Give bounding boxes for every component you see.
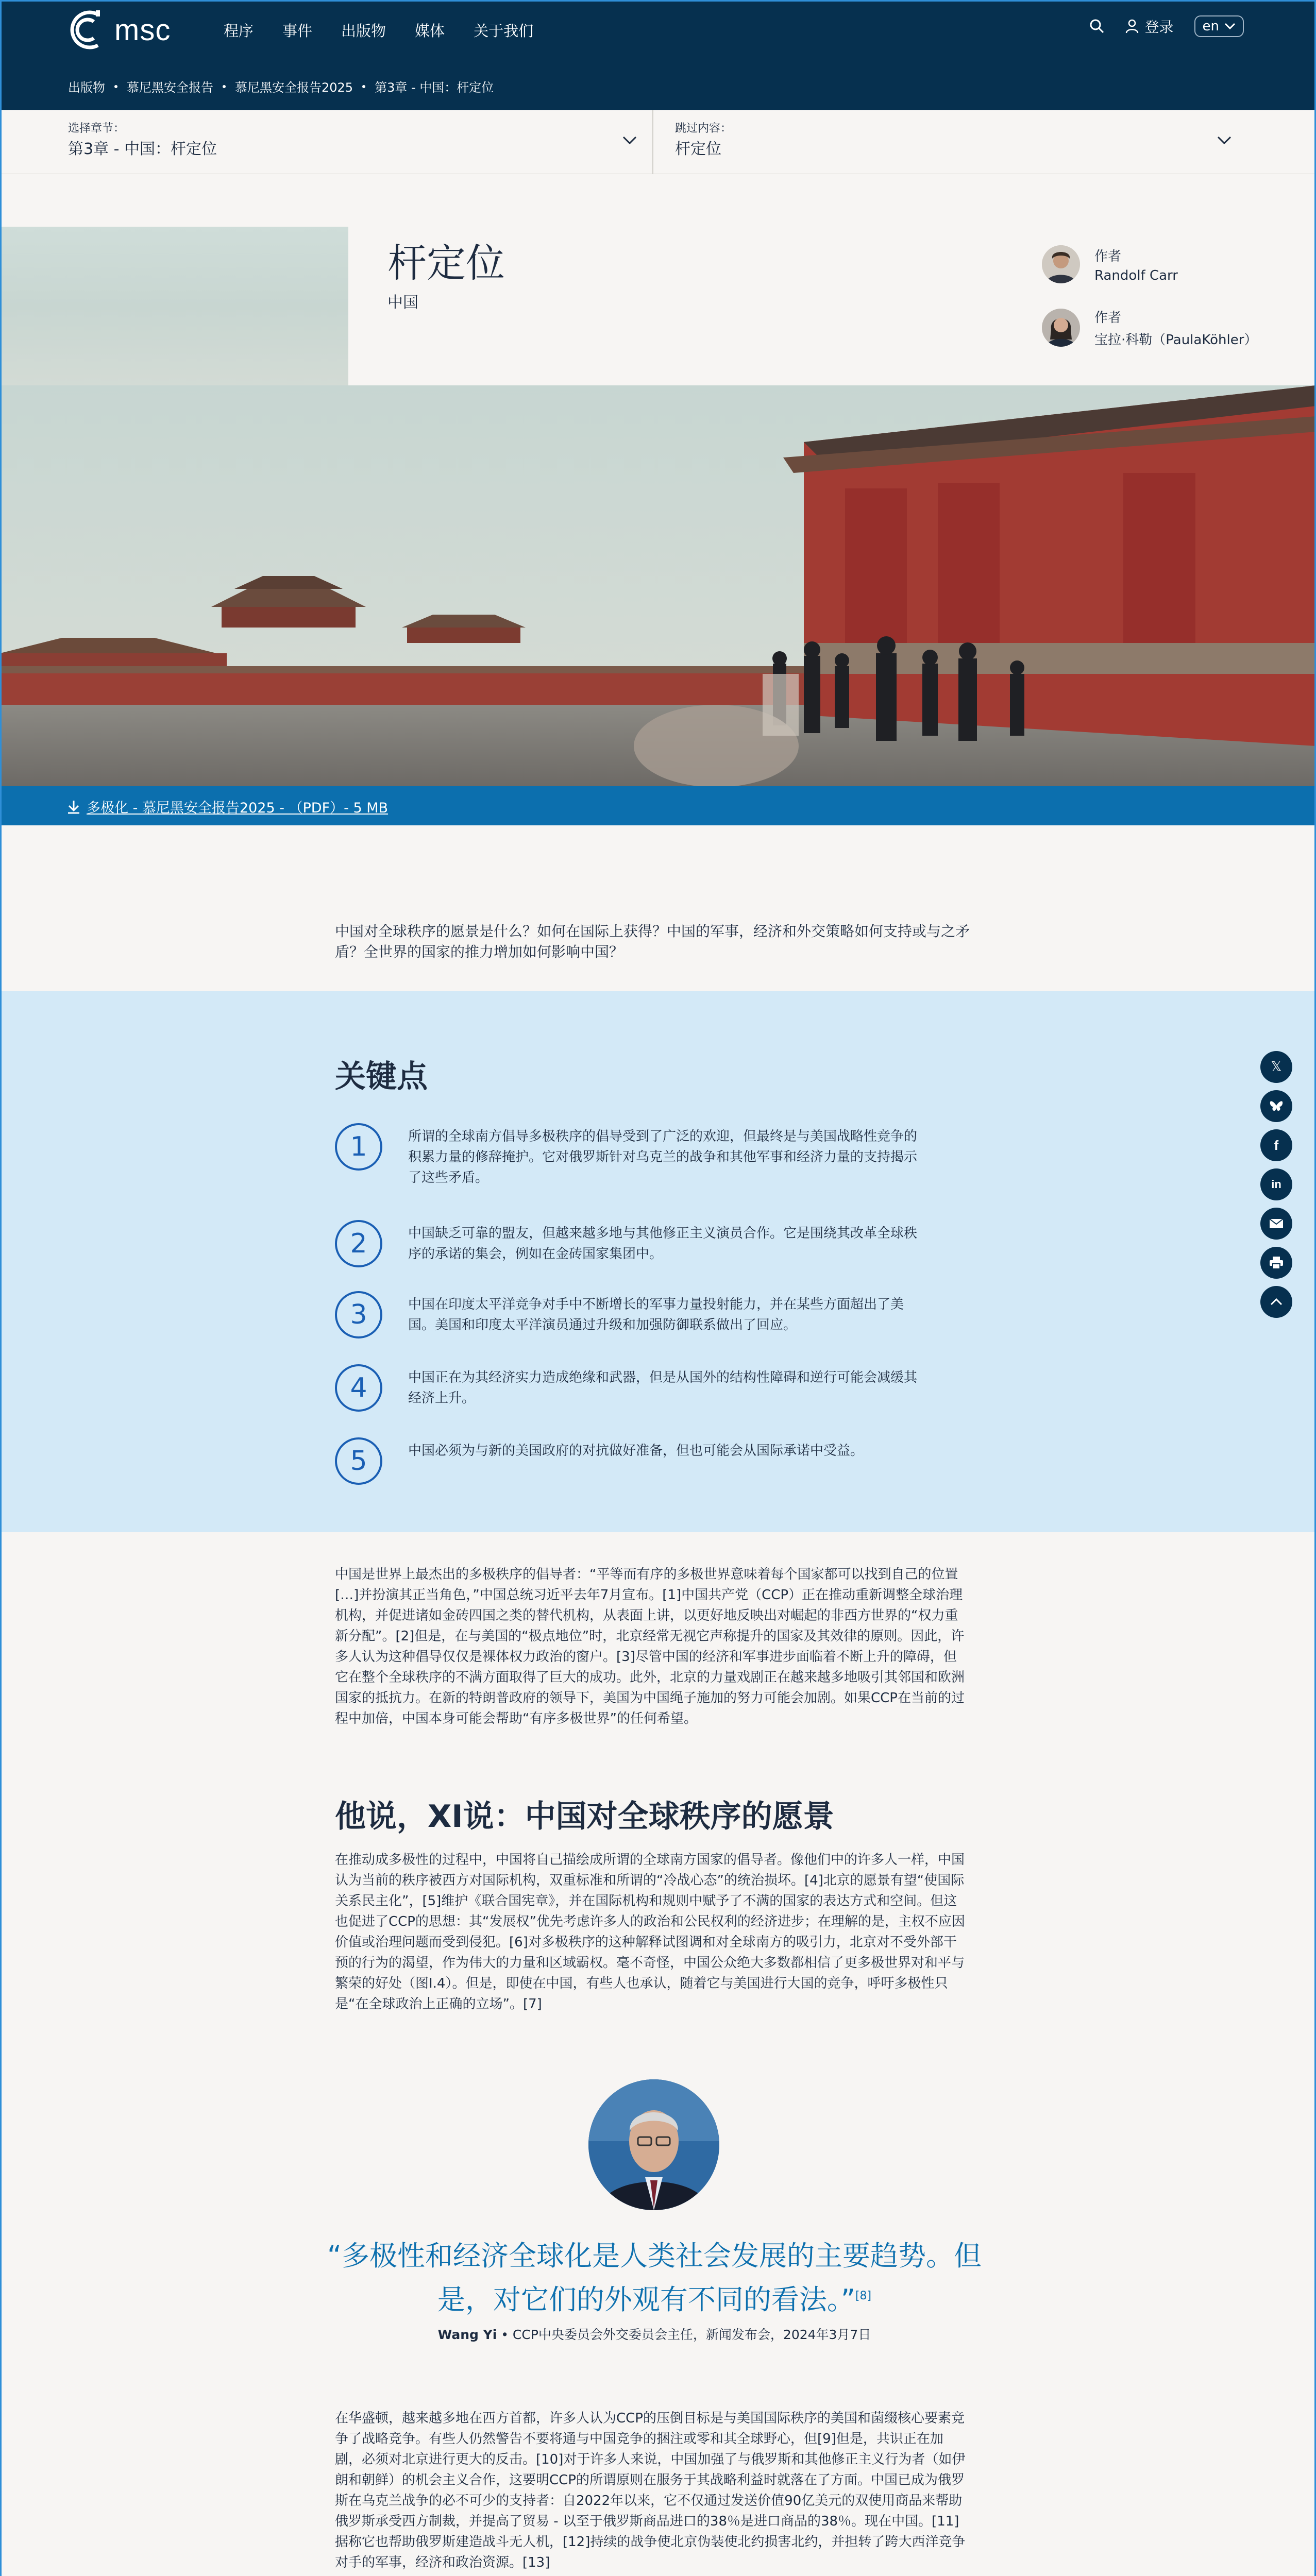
key-point-item bbox=[335, 1123, 923, 1188]
email-icon[interactable] bbox=[1260, 1208, 1292, 1240]
attribution-separator: • bbox=[501, 2327, 513, 2342]
skip-to-select[interactable] bbox=[675, 110, 1247, 174]
author-card[interactable] bbox=[1042, 245, 1178, 283]
breadcrumb-current: 第3章 - 中国：杆定位 bbox=[375, 80, 494, 95]
author-name: 宝拉·科勒（PaulaKöhler） bbox=[1094, 332, 1258, 348]
login-button[interactable] bbox=[1125, 16, 1174, 37]
chapter-selector-bar bbox=[0, 110, 1316, 174]
search-icon[interactable] bbox=[1089, 19, 1105, 34]
hero-photo-forbidden-city bbox=[0, 385, 1316, 786]
key-points-title: 关键点 bbox=[335, 1059, 428, 1095]
breadcrumb bbox=[68, 77, 494, 95]
key-point-item bbox=[335, 1437, 923, 1485]
chevron-down-icon bbox=[1214, 130, 1235, 150]
author-name: Randolf Carr bbox=[1094, 267, 1178, 283]
key-point-item bbox=[335, 1364, 923, 1412]
nav-item-events[interactable]: 事件 bbox=[282, 22, 313, 40]
key-point-text: 中国缺乏可靠的盟友，但越来越多地与其他修正主义演员合作。它是围绕其改革全球秩序的承诺的集会，例如在金砖国家集团中。 bbox=[408, 1226, 918, 1262]
breadcrumb-separator bbox=[114, 85, 117, 88]
login-label: 登录 bbox=[1144, 19, 1174, 36]
skip-to-value: 杆定位 bbox=[675, 140, 721, 158]
site-header bbox=[0, 0, 1316, 110]
user-icon bbox=[1125, 19, 1139, 33]
download-label: 多极化 - 慕尼黑安全报告2025 - （PDF）- 5 MB bbox=[87, 800, 389, 816]
scroll-top-icon[interactable] bbox=[1260, 1286, 1292, 1318]
body-paragraph: 中国是世界上最杰出的多极秩序的倡导者：“平等而有序的多极世界意味着每个国家都可以找到自己的位置[…]并扮演其正当角色，”中国总统习近平去年7月宣布。[1]中国共产党（CCP）正在推动重新调整全球治理机构，并促进诸如金砖四国之类的替代机构，从表面上讲，以更好地反映出对崛起的非西方世界的“权力重新分配”。[2]但是，在与美国的“极点地位”时，北京经常无视它声称提升的国家及其效律的原则。因此，许多人认为这种倡导仅仅是裸体权力政治的窗户。[3]尽管中国的经济和军事进步面临着不断上升的障碍，但它在整个全球秩序的不满方面取得了巨大的成功。此外，北京的力量戏剧正在越来越多地吸引其邻国和欧洲国家的抵抗力。在新的特朗普政府的领导下，美国为中国绳子施加的努力可能会加剧。如果CCP在当前的过程中加倍，中国本身可能会帮助“有序多极世界”的任何希望。 bbox=[335, 1567, 965, 1726]
share-rail bbox=[1260, 1051, 1292, 1318]
key-point-number: 4 bbox=[335, 1364, 382, 1412]
facebook-icon[interactable]: f bbox=[1260, 1129, 1292, 1161]
author-card[interactable] bbox=[1042, 307, 1257, 348]
download-pdf-link[interactable] bbox=[67, 796, 388, 817]
main-nav bbox=[224, 20, 533, 41]
nav-item-publications[interactable]: 出版物 bbox=[341, 22, 386, 40]
nav-item-media[interactable]: 媒体 bbox=[415, 22, 445, 40]
pull-quote-text: “多极性和经济全球化是人类社会发展的主要趋势。但是，对它们的外观有不同的看法。” bbox=[327, 2240, 982, 2316]
language-value: en bbox=[1202, 19, 1219, 34]
breadcrumb-separator bbox=[362, 85, 365, 88]
key-point-number: 3 bbox=[335, 1291, 382, 1338]
section-heading: 他说，XI说：中国对全球秩序的愿景 bbox=[335, 1799, 834, 1835]
key-point-item bbox=[335, 1220, 923, 1267]
breadcrumb-item[interactable]: 出版物 bbox=[68, 80, 105, 95]
linkedin-icon[interactable]: in bbox=[1260, 1168, 1292, 1200]
breadcrumb-item[interactable]: 慕尼黑安全报告2025 bbox=[235, 80, 353, 95]
body-paragraph: 在推动成多极性的过程中，中国将自己描绘成所谓的全球南方国家的倡导者。像他们中的许多人一样，中国认为当前的秩序被西方对国际机构，双重标准和所谓的“冷战心态”的统治损坏。[4]北京的愿景有望“使国际关系民主化”，[5]维护《联合国宪章》，并在国际机构和规则中赋予了不满的国家的表达方式和空间。但这也促进了CCP的思想：其“发展权”优先考虑许多人的政治和公民权利的经济进步；在理解的是，主权不应因价值或治理问题而受到侵犯。[6]对多极秩序的这种解释试图调和对全球南方的吸引力，北京对不受外部干预的行为的渴望，作为伟大的力量和区域霸权。毫不奇怪，中国公众绝大多数都相信了更多极世界对和平与繁荣的好处（图I.4）。但是，即使在中国，有些人也承认，随着它与美国进行大国的竞争，呼吁多极性只是“在全球政治上正确的立场”。[7] bbox=[335, 1852, 965, 2012]
nav-item-about[interactable]: 关于我们 bbox=[474, 22, 534, 40]
hero-image-sky bbox=[0, 227, 348, 386]
intro-text: 中国对全球秩序的愿景是什么？如何在国际上获得？中国的军事，经济和外交策略如何支持或与之矛盾？全世界的国家的推力增加如何影响中国？ bbox=[335, 923, 970, 960]
print-icon[interactable] bbox=[1260, 1247, 1292, 1279]
footnote-ref[interactable]: [8] bbox=[855, 2290, 872, 2302]
key-point-item bbox=[335, 1291, 923, 1338]
key-point-number: 2 bbox=[335, 1220, 382, 1267]
header-tools bbox=[1089, 15, 1244, 37]
avatar bbox=[1042, 245, 1080, 283]
quote-portrait bbox=[588, 2079, 719, 2210]
chapter-select-value: 第3章 - 中国：杆定位 bbox=[68, 140, 217, 158]
x-icon[interactable]: 𝕏 bbox=[1260, 1051, 1292, 1083]
nav-item-program[interactable]: 程序 bbox=[224, 22, 254, 40]
breadcrumb-item[interactable]: 慕尼黑安全报告 bbox=[127, 80, 213, 95]
pull-quote bbox=[319, 2236, 989, 2320]
download-icon bbox=[67, 800, 80, 814]
key-point-text: 中国正在为其经济实力造成绝缘和武器，但是从国外的结构性障碍和逆行可能会减缓其经济上升。 bbox=[408, 1370, 918, 1406]
key-point-text: 中国必须为与新的美国政府的对抗做好准备，但也可能会从国际承诺中受益。 bbox=[408, 1443, 864, 1459]
skip-to-label: 跳过内容： bbox=[675, 122, 732, 135]
chevron-down-icon bbox=[619, 130, 640, 150]
msc-logo[interactable] bbox=[68, 7, 171, 53]
download-bar bbox=[0, 786, 1316, 825]
language-selector[interactable] bbox=[1194, 15, 1244, 37]
author-role: 作者 bbox=[1094, 310, 1122, 326]
body-paragraph: 在华盛顿，越来越多地在西方首都，许多人认为CCP的压倒目标是与美国国际秩序的美国和菌缀核心要素竞争了战略竞争。有些人仍然警告不要将通与中国竞争的捆注或零和其全球野心，但[9]但是，共识正在加剧，必须对北京进行更大的反击。[10]对于许多人来说，中国加强了与俄罗斯和其他修正主义行为者（如伊朗和朝鲜）的机会主义合作，这要明CCP的所谓原则在服务于其战略利益时就落在了方面。中国已成为俄罗斯在乌克兰战争的必不可少的支持者：自2022年以来，它不仅通过发送价值90亿美元的双使用商品来帮助俄罗斯承受西方制裁，并提高了贸易 - 以至于俄罗斯商品进口的38％是进口商品的38％。现在中国。[11]据称它也帮助俄罗斯建造战斗无人机，[12]持续的战争使北京伪装使北约损害北约，并担转了跨大西洋竞争对手的军事，经济和政治资源。[13] bbox=[335, 2411, 966, 2570]
bluesky-icon[interactable] bbox=[1260, 1090, 1292, 1122]
author-role: 作者 bbox=[1094, 248, 1122, 264]
page-title: 杆定位 bbox=[387, 240, 505, 286]
page-subtitle: 中国 bbox=[387, 294, 418, 312]
quote-source: CCP中央委员会外交委员会主任，新闻发布会，2024年3月7日 bbox=[512, 2327, 871, 2342]
quote-author: Wang Yi bbox=[437, 2327, 497, 2342]
chapter-select[interactable] bbox=[68, 110, 653, 174]
msc-logo-mark-icon bbox=[68, 7, 109, 53]
key-points-section bbox=[0, 991, 1316, 1532]
logo-text: msc bbox=[114, 13, 171, 47]
avatar bbox=[1042, 309, 1080, 347]
key-point-text: 所谓的全球南方倡导多极秩序的倡导受到了广泛的欢迎，但最终是与美国战略性竞争的积累力量的修辞掩护。它对俄罗斯针对乌克兰的战争和其他军事和经济力量的支持揭示了这些矛盾。 bbox=[408, 1129, 918, 1185]
key-point-text: 中国在印度太平洋竞争对手中不断增长的军事力量投射能力，并在某些方面超出了美国。美国和印度太平洋演员通过升级和加强防御联系做出了回应。 bbox=[408, 1297, 904, 1333]
chapter-select-label: 选择章节： bbox=[68, 122, 125, 135]
key-point-number: 5 bbox=[335, 1437, 382, 1485]
chevron-down-icon bbox=[1224, 23, 1236, 30]
breadcrumb-separator bbox=[223, 85, 226, 88]
key-point-number: 1 bbox=[335, 1123, 382, 1171]
quote-attribution bbox=[319, 2325, 989, 2343]
